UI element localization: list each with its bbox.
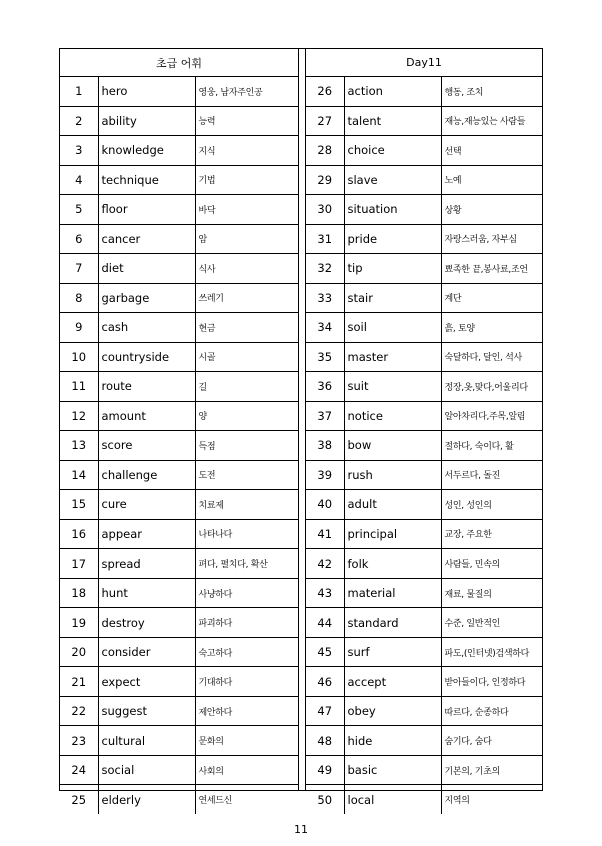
entry-word: adult xyxy=(344,490,441,520)
vocab-row xyxy=(60,342,298,372)
entry-word: pride xyxy=(344,224,441,254)
vocab-row xyxy=(306,519,542,549)
entry-meaning: 능력 xyxy=(195,106,298,136)
entry-number: 46 xyxy=(306,667,344,697)
entry-word: accept xyxy=(344,667,441,697)
entry-number: 33 xyxy=(306,283,344,313)
left-vocab-body xyxy=(60,77,298,814)
entry-number: 5 xyxy=(60,195,98,225)
vocab-row xyxy=(60,77,298,107)
entry-number: 6 xyxy=(60,224,98,254)
entry-word: consider xyxy=(98,637,195,667)
entry-meaning: 따르다, 순종하다 xyxy=(441,696,542,726)
entry-number: 2 xyxy=(60,106,98,136)
right-vocab-table xyxy=(306,49,542,814)
entry-meaning: 사회의 xyxy=(195,755,298,785)
vocab-row xyxy=(60,431,298,461)
entry-number: 32 xyxy=(306,254,344,284)
entry-meaning: 숙고하다 xyxy=(195,637,298,667)
entry-word: cash xyxy=(98,313,195,343)
vocab-row xyxy=(60,608,298,638)
vocab-row xyxy=(60,195,298,225)
entry-word: notice xyxy=(344,401,441,431)
entry-meaning: 현금 xyxy=(195,313,298,343)
vocab-row xyxy=(60,549,298,579)
vocab-row xyxy=(306,106,542,136)
vocab-row xyxy=(306,254,542,284)
column-separator xyxy=(298,49,306,790)
vocab-row xyxy=(306,637,542,667)
entry-meaning: 치료제 xyxy=(195,490,298,520)
vocab-row xyxy=(60,254,298,284)
entry-meaning: 사람들, 민속의 xyxy=(441,549,542,579)
vocab-row xyxy=(306,726,542,756)
entry-meaning: 교장, 주요한 xyxy=(441,519,542,549)
vocab-row xyxy=(306,77,542,107)
vocab-row xyxy=(60,460,298,490)
entry-word: spread xyxy=(98,549,195,579)
vocab-row xyxy=(306,667,542,697)
right-vocab-body xyxy=(306,77,542,814)
left-header-title: 초급 어휘 xyxy=(60,49,298,77)
vocab-row xyxy=(306,696,542,726)
entry-number: 42 xyxy=(306,549,344,579)
entry-word: ability xyxy=(98,106,195,136)
entry-word: floor xyxy=(98,195,195,225)
entry-meaning: 노예 xyxy=(441,165,542,195)
vocab-row xyxy=(306,136,542,166)
entry-number: 44 xyxy=(306,608,344,638)
entry-meaning: 서두르다, 돌진 xyxy=(441,460,542,490)
entry-word: situation xyxy=(344,195,441,225)
entry-meaning: 도전 xyxy=(195,460,298,490)
right-header-title: Day11 xyxy=(306,49,542,77)
entry-number: 37 xyxy=(306,401,344,431)
entry-meaning: 성인, 성인의 xyxy=(441,490,542,520)
entry-word: expect xyxy=(98,667,195,697)
entry-meaning: 숨기다, 숨다 xyxy=(441,726,542,756)
entry-meaning: 길 xyxy=(195,372,298,402)
vocab-row xyxy=(60,490,298,520)
entry-number: 41 xyxy=(306,519,344,549)
entry-word: countryside xyxy=(98,342,195,372)
vocab-row xyxy=(60,106,298,136)
vocab-row xyxy=(306,313,542,343)
entry-word: technique xyxy=(98,165,195,195)
vocab-row xyxy=(60,637,298,667)
vocab-row xyxy=(306,608,542,638)
entry-number: 36 xyxy=(306,372,344,402)
vocab-row xyxy=(306,578,542,608)
entry-word: material xyxy=(344,578,441,608)
left-half xyxy=(60,49,298,807)
entry-meaning: 파도,(인터넷)검색하다 xyxy=(441,637,542,667)
entry-number: 34 xyxy=(306,313,344,343)
vocab-row xyxy=(306,490,542,520)
entry-meaning: 절하다, 숙이다, 활 xyxy=(441,431,542,461)
entry-word: hunt xyxy=(98,578,195,608)
entry-number: 29 xyxy=(306,165,344,195)
right-half xyxy=(306,49,542,807)
entry-word: cure xyxy=(98,490,195,520)
entry-number: 1 xyxy=(60,77,98,107)
vocab-row xyxy=(306,195,542,225)
entry-number: 12 xyxy=(60,401,98,431)
entry-number: 11 xyxy=(60,372,98,402)
entry-number: 40 xyxy=(306,490,344,520)
entry-word: obey xyxy=(344,696,441,726)
entry-word: elderly xyxy=(98,785,195,814)
entry-word: suit xyxy=(344,372,441,402)
entry-meaning: 흙, 토양 xyxy=(441,313,542,343)
entry-meaning: 파괴하다 xyxy=(195,608,298,638)
entry-meaning: 지식 xyxy=(195,136,298,166)
left-vocab-table xyxy=(60,49,298,814)
entry-word: challenge xyxy=(98,460,195,490)
entry-word: choice xyxy=(344,136,441,166)
entry-word: garbage xyxy=(98,283,195,313)
entry-number: 18 xyxy=(60,578,98,608)
entry-meaning: 영웅, 남자주인공 xyxy=(198,87,263,98)
entry-meaning: 기법 xyxy=(195,165,298,195)
entry-meaning: 재능,재능있는 사람들 xyxy=(441,106,542,136)
entry-number: 10 xyxy=(60,342,98,372)
entry-number: 25 xyxy=(60,785,98,814)
entry-word: social xyxy=(98,755,195,785)
vocab-row xyxy=(60,519,298,549)
entry-meaning: 선택 xyxy=(441,136,542,166)
entry-meaning: 숙달하다, 달인, 석사 xyxy=(441,342,542,372)
entry-meaning: 득점 xyxy=(195,431,298,461)
entry-meaning: 행동, 조치 xyxy=(444,87,484,98)
entry-meaning: 자랑스러움, 자부심 xyxy=(441,224,542,254)
entry-number: 7 xyxy=(60,254,98,284)
entry-number: 30 xyxy=(306,195,344,225)
entry-number: 35 xyxy=(306,342,344,372)
entry-word: score xyxy=(98,431,195,461)
entry-number: 9 xyxy=(60,313,98,343)
entry-word: soil xyxy=(344,313,441,343)
entry-meaning: 문화의 xyxy=(195,726,298,756)
entry-meaning: 연세드신 xyxy=(195,785,298,814)
entry-meaning: 식사 xyxy=(195,254,298,284)
vocab-row xyxy=(60,401,298,431)
entry-word: surf xyxy=(344,637,441,667)
entry-word: hide xyxy=(344,726,441,756)
vocab-row xyxy=(306,549,542,579)
entry-number: 23 xyxy=(60,726,98,756)
entry-word: appear xyxy=(98,519,195,549)
vocab-row xyxy=(60,165,298,195)
entry-word: amount xyxy=(98,401,195,431)
entry-number: 45 xyxy=(306,637,344,667)
entry-word: standard xyxy=(344,608,441,638)
entry-number: 28 xyxy=(306,136,344,166)
vocab-row xyxy=(60,372,298,402)
vocab-row xyxy=(60,696,298,726)
entry-word: diet xyxy=(98,254,195,284)
vocab-row xyxy=(306,431,542,461)
entry-number: 49 xyxy=(306,755,344,785)
entry-number: 20 xyxy=(60,637,98,667)
entry-number: 24 xyxy=(60,755,98,785)
entry-number: 15 xyxy=(60,490,98,520)
entry-meaning: 계단 xyxy=(441,283,542,313)
entry-word: knowledge xyxy=(98,136,195,166)
vocab-row xyxy=(60,667,298,697)
entry-word: basic xyxy=(344,755,441,785)
entry-meaning: 기대하다 xyxy=(195,667,298,697)
entry-meaning: 정장,옷,맞다,어울리다 xyxy=(441,372,542,402)
entry-meaning: 암 xyxy=(195,224,298,254)
entry-meaning: 쓰레기 xyxy=(195,283,298,313)
entry-meaning: 받아들이다, 인정하다 xyxy=(441,667,542,697)
entry-number: 39 xyxy=(306,460,344,490)
entry-number: 4 xyxy=(60,165,98,195)
entry-meaning: 상황 xyxy=(441,195,542,225)
entry-number: 22 xyxy=(60,696,98,726)
entry-meaning: 기본의, 기초의 xyxy=(441,755,542,785)
entry-meaning: 알아차리다,주목,알림 xyxy=(441,401,542,431)
entry-word: slave xyxy=(344,165,441,195)
page-number: 11 xyxy=(294,823,308,836)
vocab-row xyxy=(306,342,542,372)
entry-number: 26 xyxy=(306,77,344,107)
vocab-row xyxy=(306,372,542,402)
entry-word: route xyxy=(98,372,195,402)
entry-meaning: 뾰족한 끝,봉사료,조언 xyxy=(441,254,542,284)
entry-number: 3 xyxy=(60,136,98,166)
vocab-row xyxy=(60,283,298,313)
vocab-row xyxy=(60,785,298,814)
entry-meaning: 시골 xyxy=(195,342,298,372)
entry-word: cultural xyxy=(98,726,195,756)
entry-word: bow xyxy=(344,431,441,461)
entry-meaning: 지역의 xyxy=(441,785,542,814)
entry-word: destroy xyxy=(98,608,195,638)
entry-number: 38 xyxy=(306,431,344,461)
entry-number: 50 xyxy=(306,785,344,814)
vocab-row xyxy=(60,578,298,608)
entry-word: cancer xyxy=(98,224,195,254)
vocab-row xyxy=(60,726,298,756)
entry-word: suggest xyxy=(98,696,195,726)
entry-meaning: 펴다, 펼치다, 확산 xyxy=(195,549,298,579)
vocab-row xyxy=(306,224,542,254)
entry-word: stair xyxy=(344,283,441,313)
vocab-row xyxy=(60,313,298,343)
entry-meaning: 양 xyxy=(195,401,298,431)
vocabulary-sheet xyxy=(59,48,543,807)
vocab-row xyxy=(60,224,298,254)
entry-word: hero xyxy=(98,77,195,107)
entry-word: master xyxy=(344,342,441,372)
vocab-row xyxy=(306,401,542,431)
entry-number: 16 xyxy=(60,519,98,549)
entry-number: 21 xyxy=(60,667,98,697)
entry-meaning: 수준, 일반적인 xyxy=(441,608,542,638)
vocab-row xyxy=(60,136,298,166)
entry-meaning: 나타나다 xyxy=(195,519,298,549)
entry-word: tip xyxy=(344,254,441,284)
entry-number: 31 xyxy=(306,224,344,254)
entry-meaning: 바닥 xyxy=(195,195,298,225)
entry-number: 19 xyxy=(60,608,98,638)
vocab-row xyxy=(60,755,298,785)
entry-meaning: 제안하다 xyxy=(195,696,298,726)
entry-number: 27 xyxy=(306,106,344,136)
vocab-row xyxy=(306,165,542,195)
entry-number: 14 xyxy=(60,460,98,490)
entry-word: local xyxy=(344,785,441,814)
entry-meaning: 사냥하다 xyxy=(195,578,298,608)
vocab-row xyxy=(306,785,542,814)
entry-word: folk xyxy=(344,549,441,579)
entry-word: talent xyxy=(344,106,441,136)
entry-word: principal xyxy=(344,519,441,549)
entry-number: 8 xyxy=(60,283,98,313)
entry-number: 17 xyxy=(60,549,98,579)
entry-word: rush xyxy=(344,460,441,490)
entry-number: 43 xyxy=(306,578,344,608)
entry-number: 48 xyxy=(306,726,344,756)
vocab-row xyxy=(306,755,542,785)
vocab-row xyxy=(306,460,542,490)
entry-number: 47 xyxy=(306,696,344,726)
entry-word: action xyxy=(344,77,441,107)
entry-meaning: 재료, 물질의 xyxy=(441,578,542,608)
vocab-row xyxy=(306,283,542,313)
entry-number: 13 xyxy=(60,431,98,461)
